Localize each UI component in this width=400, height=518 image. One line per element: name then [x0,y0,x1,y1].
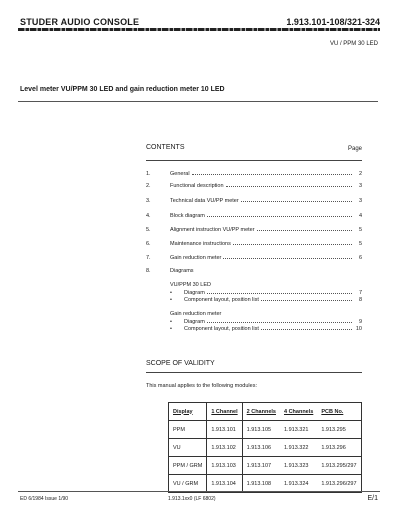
bullet-icon: • [170,319,172,325]
toc-number: 8. [146,268,151,274]
leader-dots [223,254,352,259]
table-cell: 1.913.295 [317,421,361,439]
subsection-title: VU/PPM 30 LED [170,282,211,288]
table-cell: 1.913.296 [317,439,361,457]
table-row [169,475,362,493]
scope-rule [146,372,362,373]
header-part-number: 1.913.101-108/321-324 [286,17,380,27]
scope-text: This manual applies to the following modules: [146,383,257,389]
toc-row[interactable] [146,197,362,207]
toc-page: 5 [358,241,362,247]
table-cell: 1.913.107 [242,457,280,475]
toc-row[interactable] [146,212,362,222]
document-title: Level meter VU/PPM 30 LED and gain reduction meter 10 LED [20,86,225,93]
leader-dots [261,296,352,301]
bullet-icon: • [170,326,172,332]
toc-label: Diagram [184,290,205,296]
table-cell: 1.913.295/297 [317,457,361,475]
toc-label: General [170,171,190,177]
footer-rule [18,491,380,492]
leader-dots [261,325,352,330]
table-cell: 1.913.108 [242,475,280,493]
table-cell: 1.913.103 [207,457,242,475]
toc-label: Component layout, position list [184,326,259,332]
table-cell: 1.913.323 [280,457,317,475]
toc-label: Gain reduction meter [170,255,222,261]
toc-number: 5. [146,227,151,233]
column-header: 1 Channel [207,403,242,421]
toc-subitem[interactable] [170,325,362,332]
footer-edition: ED 6/1984 Issue 1/90 [20,496,69,502]
toc-page: 3 [358,183,362,189]
toc-row[interactable] [146,182,362,192]
leader-dots [257,226,352,231]
leader-dots [207,212,352,217]
toc-subsection [170,311,362,332]
toc-label: Diagram [184,319,205,325]
header-subtitle: VU / PPM 30 LED [329,41,378,47]
module-table [168,402,362,493]
table-cell: PPM [169,421,207,439]
toc-label: Diagrams [170,268,194,274]
table-cell: 1.913.102 [207,439,242,457]
toc-number: 6. [146,241,151,247]
toc-row[interactable] [146,268,362,278]
table-cell: VU / GRM [169,475,207,493]
toc-page: 4 [358,213,362,219]
leader-dots [207,289,352,294]
toc-label: Maintenance instructions [170,241,231,247]
header-title: STUDER AUDIO CONSOLE [20,17,140,27]
leader-dots [207,318,352,323]
toc-label: Alignment instruction VU/PP meter [170,227,255,233]
toc-row[interactable] [146,240,362,250]
title-rule [18,101,378,102]
column-header: Display [173,408,193,415]
toc-label: Functional description [170,183,224,189]
leader-dots [226,182,352,187]
toc-page: 3 [358,198,362,204]
bullet-icon: • [170,297,172,303]
toc-number: 1. [146,171,151,177]
footer-page-number: E/1 [367,495,378,502]
table-cell: 1.913.101 [207,421,242,439]
table-cell: 1.913.324 [280,475,317,493]
table-cell: PPM / GRM [169,457,207,475]
table-header-row [169,403,362,421]
toc-page: 10 [355,326,362,332]
toc-subitem[interactable] [170,289,362,296]
column-header: 2 Channels [242,403,280,421]
toc-label: Component layout, position list [184,297,259,303]
page-column-label: Page [347,146,362,152]
column-header: 4 Channels [283,408,314,415]
table-cell: 1.913.106 [242,439,280,457]
table-cell: 1.913.105 [242,421,280,439]
column-header: PCB No. [321,408,344,415]
toc-number: 7. [146,255,151,261]
toc-page: 5 [358,227,362,233]
footer-order-number: 1.913.1xx0 (LF 6802) [168,496,216,502]
toc-row[interactable] [146,226,362,236]
toc-row[interactable] [146,254,362,264]
table-cell: 1.913.321 [280,421,317,439]
table-cell: 1.913.296/297 [317,475,361,493]
table-cell: 1.913.322 [280,439,317,457]
toc-page: 6 [358,255,362,261]
subsection-title: Gain reduction meter [170,311,222,317]
contents-heading: CONTENTS [146,144,185,151]
table-row [169,439,362,457]
toc-number: 3. [146,198,151,204]
leader-dots [192,170,352,175]
toc-row[interactable] [146,170,362,180]
toc-page: 9 [358,319,362,325]
toc-subitem[interactable] [170,318,362,325]
table-row [169,421,362,439]
toc-page: 2 [358,171,362,177]
toc-page: 7 [358,290,362,296]
toc-subitem[interactable] [170,296,362,303]
toc-label: Technical data VU/PP meter [170,198,239,204]
toc-subsection [170,282,362,303]
leader-dots [233,240,352,245]
table-cell: VU [169,439,207,457]
table-cell: 1.913.104 [207,475,242,493]
toc-number: 2. [146,183,151,189]
header-rule [18,28,380,31]
toc-label: Block diagram [170,213,205,219]
toc-page: 8 [358,297,362,303]
bullet-icon: • [170,290,172,296]
toc-number: 4. [146,213,151,219]
leader-dots [241,197,352,202]
table-row [169,457,362,475]
scope-heading: SCOPE OF VALIDITY [146,360,215,367]
contents-rule [146,160,362,161]
